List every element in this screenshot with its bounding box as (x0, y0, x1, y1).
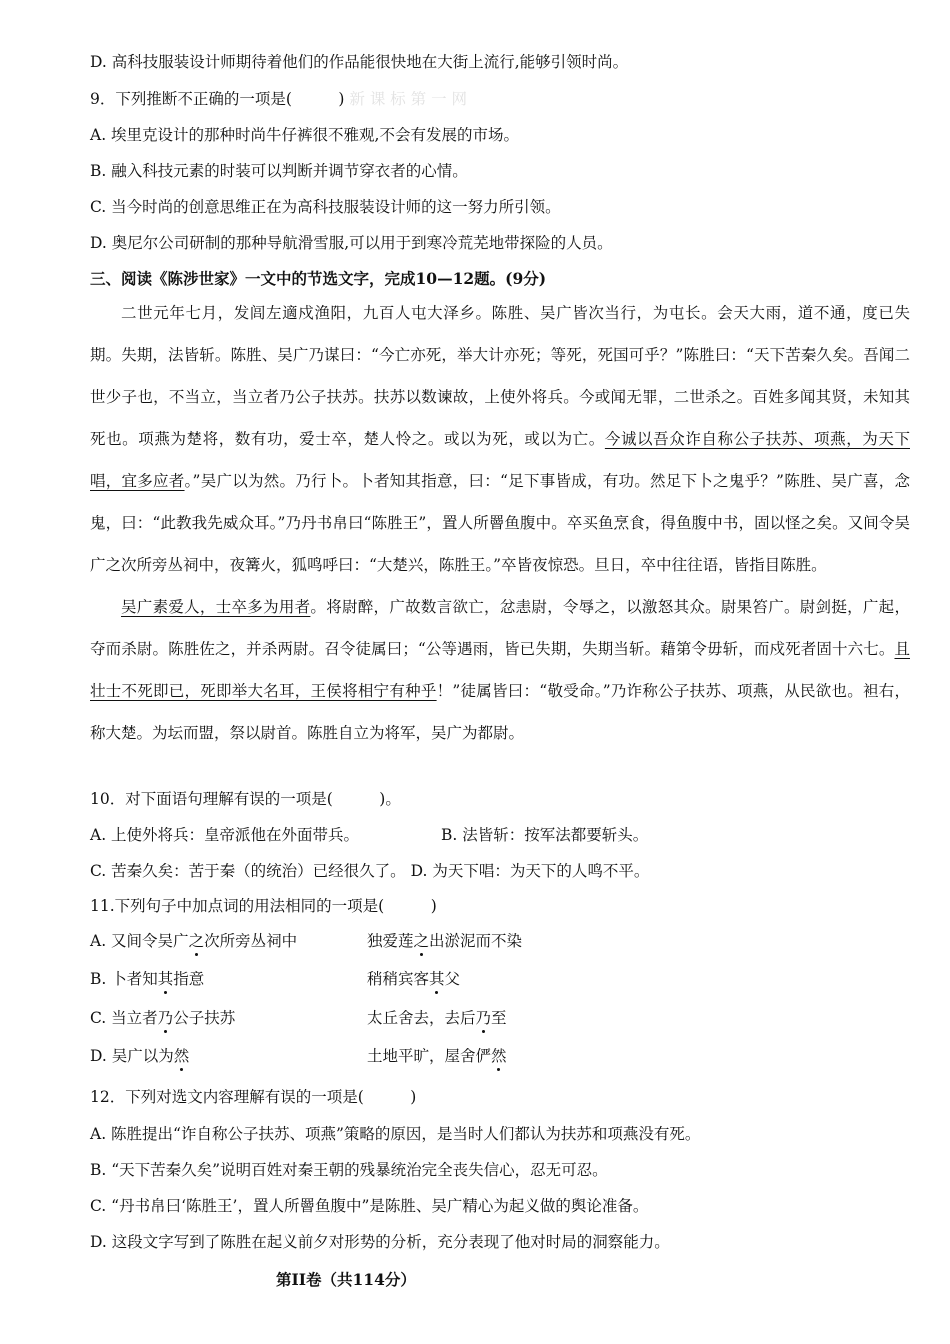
text: 公子扶苏 (173, 1009, 236, 1027)
text: D. 吴广以为 (90, 1047, 174, 1065)
text: 太丘舍去，去后 (367, 1009, 476, 1027)
q10-stem: 10．对下面语句理解有误的一项是( )。 (90, 790, 401, 808)
q9-option-c: C. 当今时尚的创意思维正在为高科技服装设计师的这一努力所引领。 (90, 198, 561, 216)
q12-option-b: B. “天下苦秦久矣”说明百姓对秦王朝的残暴统治完全丧失信心，忍无可忍。 (90, 1161, 608, 1179)
dotted-word: 其 (429, 970, 445, 988)
q9-stem-text: 9．下列推断不正确的一项是( ) (90, 90, 345, 108)
text: 土地平旷，屋舍俨 (367, 1047, 492, 1065)
q10-option-b: B. 法皆斩：按军法都要斩头。 (441, 826, 649, 844)
dotted-word: 然 (173, 1047, 190, 1065)
text: B. 卜者知 (90, 970, 158, 988)
q11-d-left (90, 1047, 189, 1065)
dotted-word: 其 (157, 970, 174, 988)
passage-paragraph-1 (90, 292, 910, 586)
passage-text: 二世元年七月，发闾左適戍渔阳，九百人屯大泽乡。陈胜、吴广皆次当行，为屯长。会天大雨，道不通，度已失期。失期，法皆斩。陈胜、吴广乃谋曰：“今亡亦死，举大计亦死；等死，死国可乎？”陈胜曰：“天下苦秦久矣。吾闻二世少子也，不当立，当立者乃公子扶苏。扶苏以数谏故，上使外将兵。今或闻无罪，二世杀之。百姓多闻其贤，未知其死也。项燕为楚将，数有功，爱士卒，楚人怜之。或以为死，或以为亡。 (90, 304, 910, 448)
text: A. 又间令吴广 (90, 932, 189, 950)
q12-option-a: A. 陈胜提出“诈自称公子扶苏、项燕”策略的原因，是当时人们都认为扶苏和项燕没有死。 (90, 1125, 701, 1143)
q11-option-c (90, 1008, 910, 1028)
text: 次所旁丛祠中 (204, 932, 298, 950)
q10-options-row-1 (90, 825, 910, 845)
q12-stem: 12．下列对选文内容理解有误的一项是( ) (90, 1088, 417, 1106)
q11-a-right (367, 931, 522, 951)
q11-option-d (90, 1046, 910, 1066)
q11-option-b (90, 969, 910, 989)
text: 至 (491, 1009, 507, 1027)
part2-title: 第II卷（共114分） (276, 1270, 416, 1289)
watermark: 新 课 标 第 一 网 (349, 90, 468, 108)
q10-options-row-2 (90, 861, 649, 881)
q11-c-right (367, 1008, 507, 1028)
underlined-sentence: 今诚以吾众诈自称公子扶苏、项燕，为天下唱，宜多应者 (90, 430, 910, 490)
q11-a-left (90, 932, 297, 950)
passage (90, 292, 910, 754)
q10-option-a: A. 上使外将兵：皇帝派他在外面带兵。 (90, 826, 360, 844)
q12-option-d: D. 这段文字写到了陈胜在起义前夕对形势的分析，充分表现了他对时局的洞察能力。 (90, 1233, 670, 1251)
q11-b-left (90, 970, 204, 988)
dotted-word: 乃 (157, 1009, 174, 1027)
q9-option-b: B. 融入科技元素的时装可以判断并调节穿衣者的心情。 (90, 162, 468, 180)
text: 父 (444, 970, 461, 988)
text: 出淤泥而不染 (429, 932, 523, 950)
q10-option-d: D. 为天下唱：为天下的人鸣不平。 (410, 862, 650, 880)
q11-c-left (90, 1009, 235, 1027)
underlined-sentence: 吴广素爱人，士卒多为用者 (121, 598, 311, 616)
passage-text: 。将尉醉，广故数言欲亡，忿恚尉，令辱之，以激怒其众。尉果笞广。尉剑挺，广起，夺而杀尉。陈胜佐之，并杀两尉。召令徒属曰；“公等遇雨，皆已失期，失期当斩。藉第令毋斩，而戍死者固十六七。 (90, 598, 910, 658)
text: 指意 (173, 970, 205, 988)
q11-option-a (90, 931, 910, 951)
passage-text: ！”徒属皆曰：“敬受命。”乃诈称公子扶苏、项燕，从民欲也。袒右，称大楚。为坛而盟，祭以尉首。陈胜自立为将军，吴广为都尉。 (90, 682, 910, 742)
dotted-word: 之 (413, 932, 430, 950)
q9-option-a: A. 埃里克设计的那种时尚牛仔裤很不雅观,不会有发展的市场。 (90, 126, 519, 144)
q10-option-c: C. 苦秦久矣：苦于秦（的统治）已经很久了。 (90, 862, 406, 880)
q11-d-right (367, 1046, 507, 1066)
q11-b-right (367, 969, 460, 989)
dotted-word: 之 (188, 932, 205, 950)
dotted-word: 乃 (475, 1009, 492, 1027)
passage-paragraph-2 (90, 586, 910, 754)
text: 稍稍宾客 (367, 970, 430, 988)
q12-option-c: C. “丹书帛曰‘陈胜王’，置人所罾鱼腹中”是陈胜、吴广精心为起义做的舆论准备。 (90, 1197, 649, 1215)
underlined-sentence: 且壮士不死即已，死即举大名耳，王侯将相宁有种乎 (90, 640, 910, 700)
q9-option-d: D. 奥尼尔公司研制的那种导航滑雪服,可以用于到寒冷荒芜地带探险的人员。 (90, 234, 613, 252)
q11-stem: 11.下列句子中加点词的用法相同的一项是( ) (90, 897, 437, 915)
text: C. 当立者 (90, 1009, 158, 1027)
section3-heading: 三、阅读《陈涉世家》一文中的节选文字，完成10—12题。(9分) (90, 269, 547, 288)
passage-text: 。”吴广以为然。乃行卜。卜者知其指意，曰：“足下事皆成，有功。然足下卜之鬼乎？”陈胜、吴广喜，念鬼，曰：“此教我先威众耳。”乃丹书帛曰“陈胜王”，置人所罾鱼腹中。卒买鱼烹食，得鱼腹中书，固以怪之矣。又间令吴广之次所旁丛祠中，夜篝火，狐鸣呼曰：“大楚兴，陈胜王。”卒皆夜惊恐。旦日，卒中往往语，皆指目陈胜。 (90, 472, 910, 574)
dotted-word: 然 (491, 1047, 507, 1065)
q9-stem (90, 89, 467, 109)
text: 独爱莲 (367, 932, 414, 950)
q8-option-d: D. 高科技服装设计师期待着他们的作品能很快地在大街上流行,能够引领时尚。 (90, 53, 629, 71)
